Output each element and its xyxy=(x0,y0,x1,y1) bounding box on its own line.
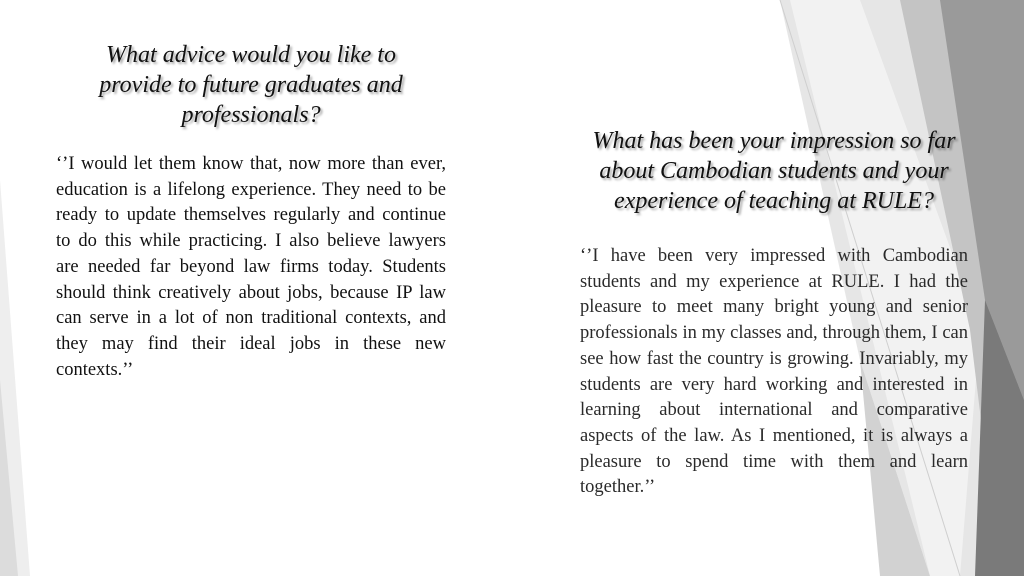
left-column xyxy=(56,40,446,383)
left-question-heading: What advice would you like to provide to future graduates and professionals? xyxy=(99,42,403,128)
right-answer-quote: ‘’I have been very impressed with Cambodian students and my experience at RULE. I had the pleasure to meet many bright young and senior professionals in my classes and, through them, I can see how fast the country is growing. Invariably, my students are very hard working and interested in learning about international and comparative aspects of the law. As I mentioned, it is always a pleasure to spend time with them and learn together.’’ xyxy=(580,246,968,498)
left-answer-quote: ‘’I would let them know that, now more than ever, education is a lifelong experience. They need to be ready to update themselves regularly and continue to do this while practicing. I also believe lawyers are needed far beyond law firms today. Students should think creatively about jobs, because IP law can serve in a lot of non traditional contexts, and they may find their ideal jobs in these new contexts.’’ xyxy=(56,154,446,380)
right-column xyxy=(580,126,968,501)
right-question-heading: What has been your impression so far about Cambodian students and your experience of teaching at RULE? xyxy=(592,128,956,214)
